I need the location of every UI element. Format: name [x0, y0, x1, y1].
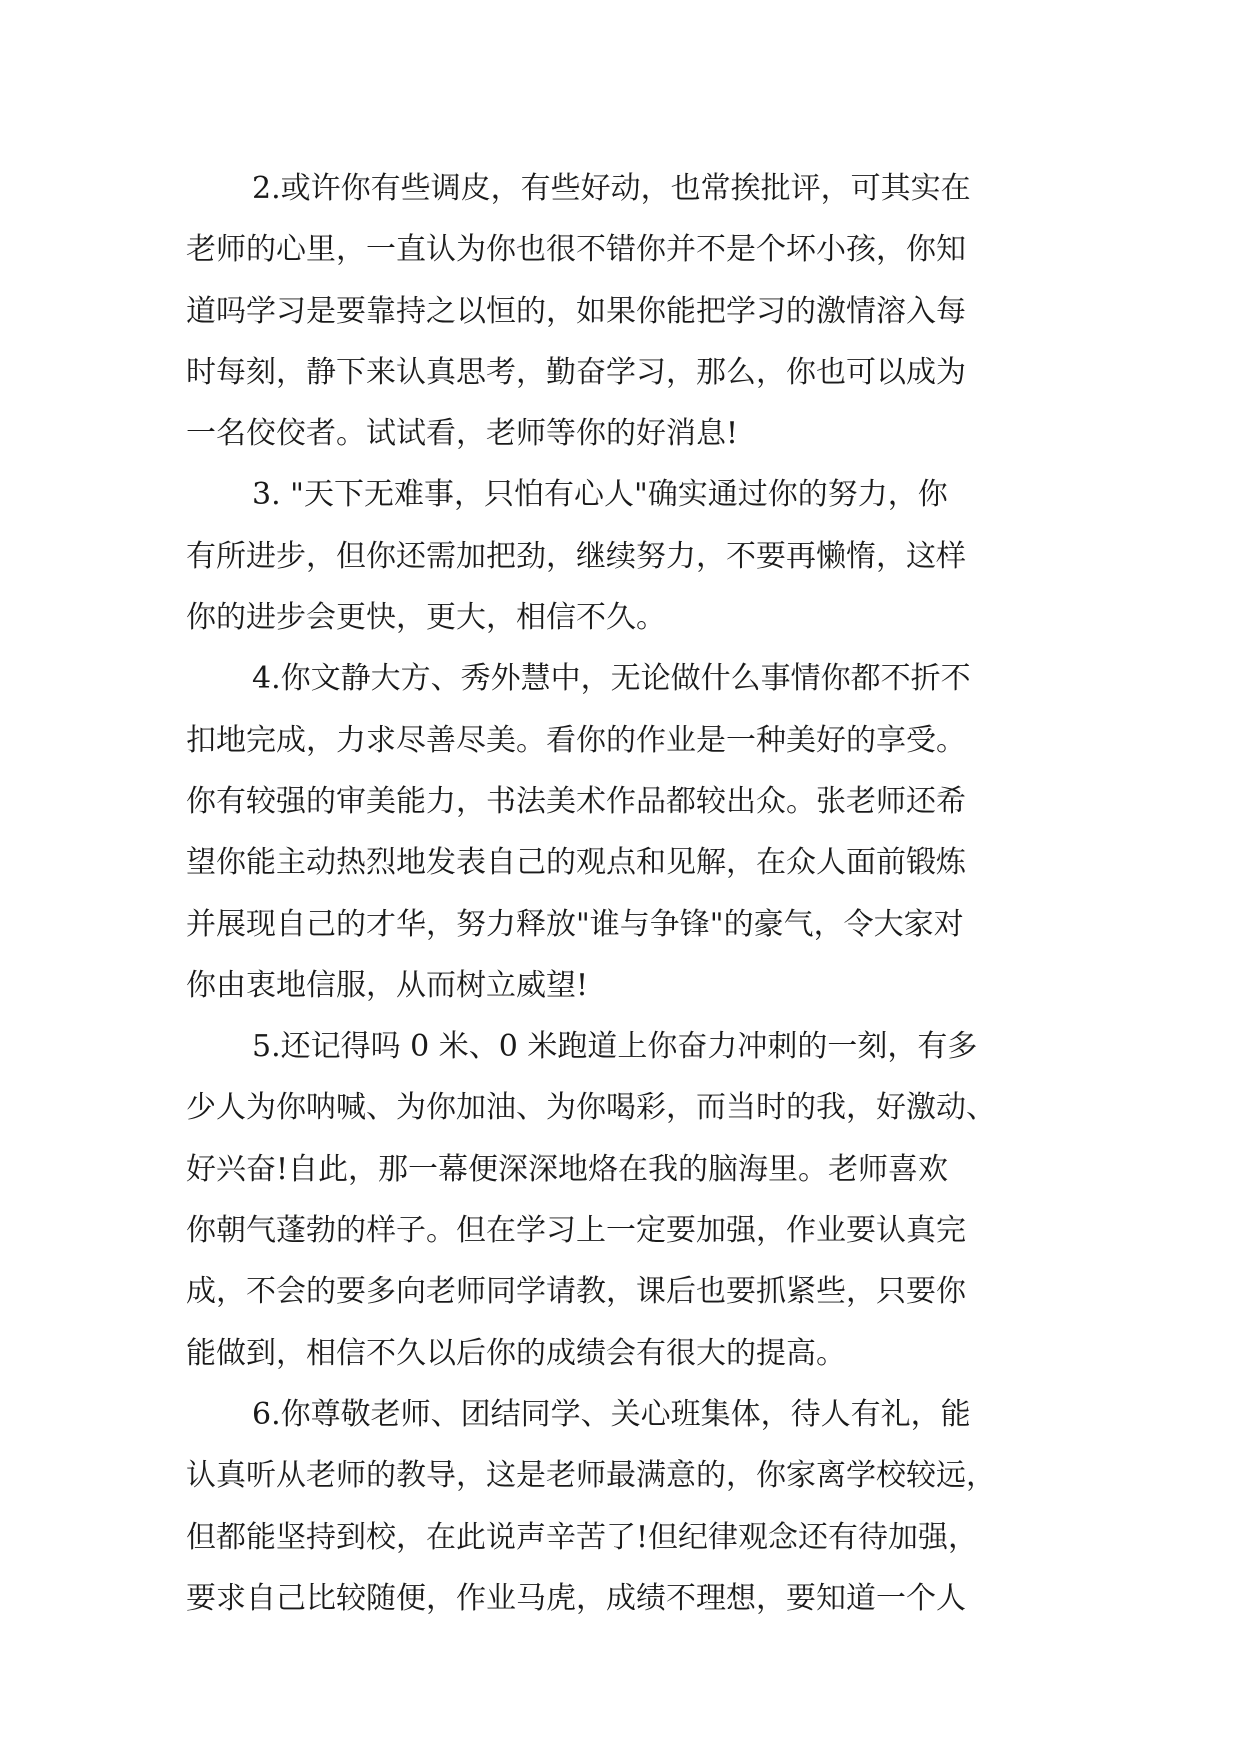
text-line: 扣地完成，力求尽善尽美。看你的作业是一种美好的享受。 [186, 722, 966, 758]
document-body [186, 158, 1066, 1629]
text-line: 认真听从老师的教导，这是老师最满意的，你家离学校较远， [186, 1458, 996, 1494]
text-line: 成，不会的要多向老师同学请教，课后也要抓紧些，只要你 [186, 1274, 966, 1310]
text-line: 有所进步，但你还需加把劲，继续努力，不要再懒惰，这样 [186, 538, 966, 574]
text-line: 并展现自己的才华，努力释放"谁与争锋"的豪气，令大家对 [186, 906, 964, 942]
text-line: 道吗学习是要靠持之以恒的，如果你能把学习的激情溶入每 [186, 293, 966, 329]
paragraph-6 [186, 1384, 1066, 1629]
text-line: 2.或许你有些调皮，有些好动，也常挨批评，可其实在 [252, 171, 971, 206]
text-line: 3. "天下无难事，只怕有心人"确实通过你的努力，你 [252, 477, 948, 513]
text-line: 4.你文静大方、秀外慧中，无论做什么事情你都不折不 [252, 661, 971, 697]
text-line: 老师的心里，一直认为你也很不错你并不是个坏小孩，你知 [186, 232, 966, 268]
text-line: 但都能坚持到校，在此说声辛苦了!但纪律观念还有待加强， [186, 1519, 979, 1555]
text-line: 少人为你呐喊、为你加油、为你喝彩，而当时的我，好激动、 [186, 1090, 996, 1126]
paragraph-3 [186, 464, 1066, 648]
text-line: 时每刻，静下来认真思考，勤奋学习，那么，你也可以成为 [186, 354, 966, 390]
text-line: 一名佼佼者。试试看，老师等你的好消息! [186, 416, 739, 452]
paragraph-5 [186, 1016, 1066, 1384]
text-line: 你朝气蓬勃的样子。但在学习上一定要加强，作业要认真完 [186, 1213, 966, 1249]
text-line: 你由衷地信服，从而树立威望! [186, 967, 589, 1003]
text-line: 能做到，相信不久以后你的成绩会有很大的提高。 [186, 1335, 846, 1371]
text-line: 5.还记得吗 0 米、0 米跑道上你奋力冲刺的一刻，有多 [252, 1029, 978, 1065]
text-line: 要求自己比较随便，作业马虎，成绩不理想，要知道一个人 [186, 1580, 966, 1616]
paragraph-2 [186, 158, 1066, 464]
paragraph-4 [186, 648, 1066, 1016]
text-line: 6.你尊敬老师、团结同学、关心班集体，待人有礼，能 [252, 1396, 971, 1432]
text-line: 你的进步会更快，更大，相信不久。 [186, 600, 666, 636]
text-line: 你有较强的审美能力，书法美术作品都较出众。张老师还希 [186, 783, 966, 819]
text-line: 好兴奋!自此，那一幕便深深地烙在我的脑海里。老师喜欢 [186, 1151, 949, 1187]
text-line: 望你能主动热烈地发表自己的观点和见解，在众人面前锻炼 [186, 845, 966, 881]
